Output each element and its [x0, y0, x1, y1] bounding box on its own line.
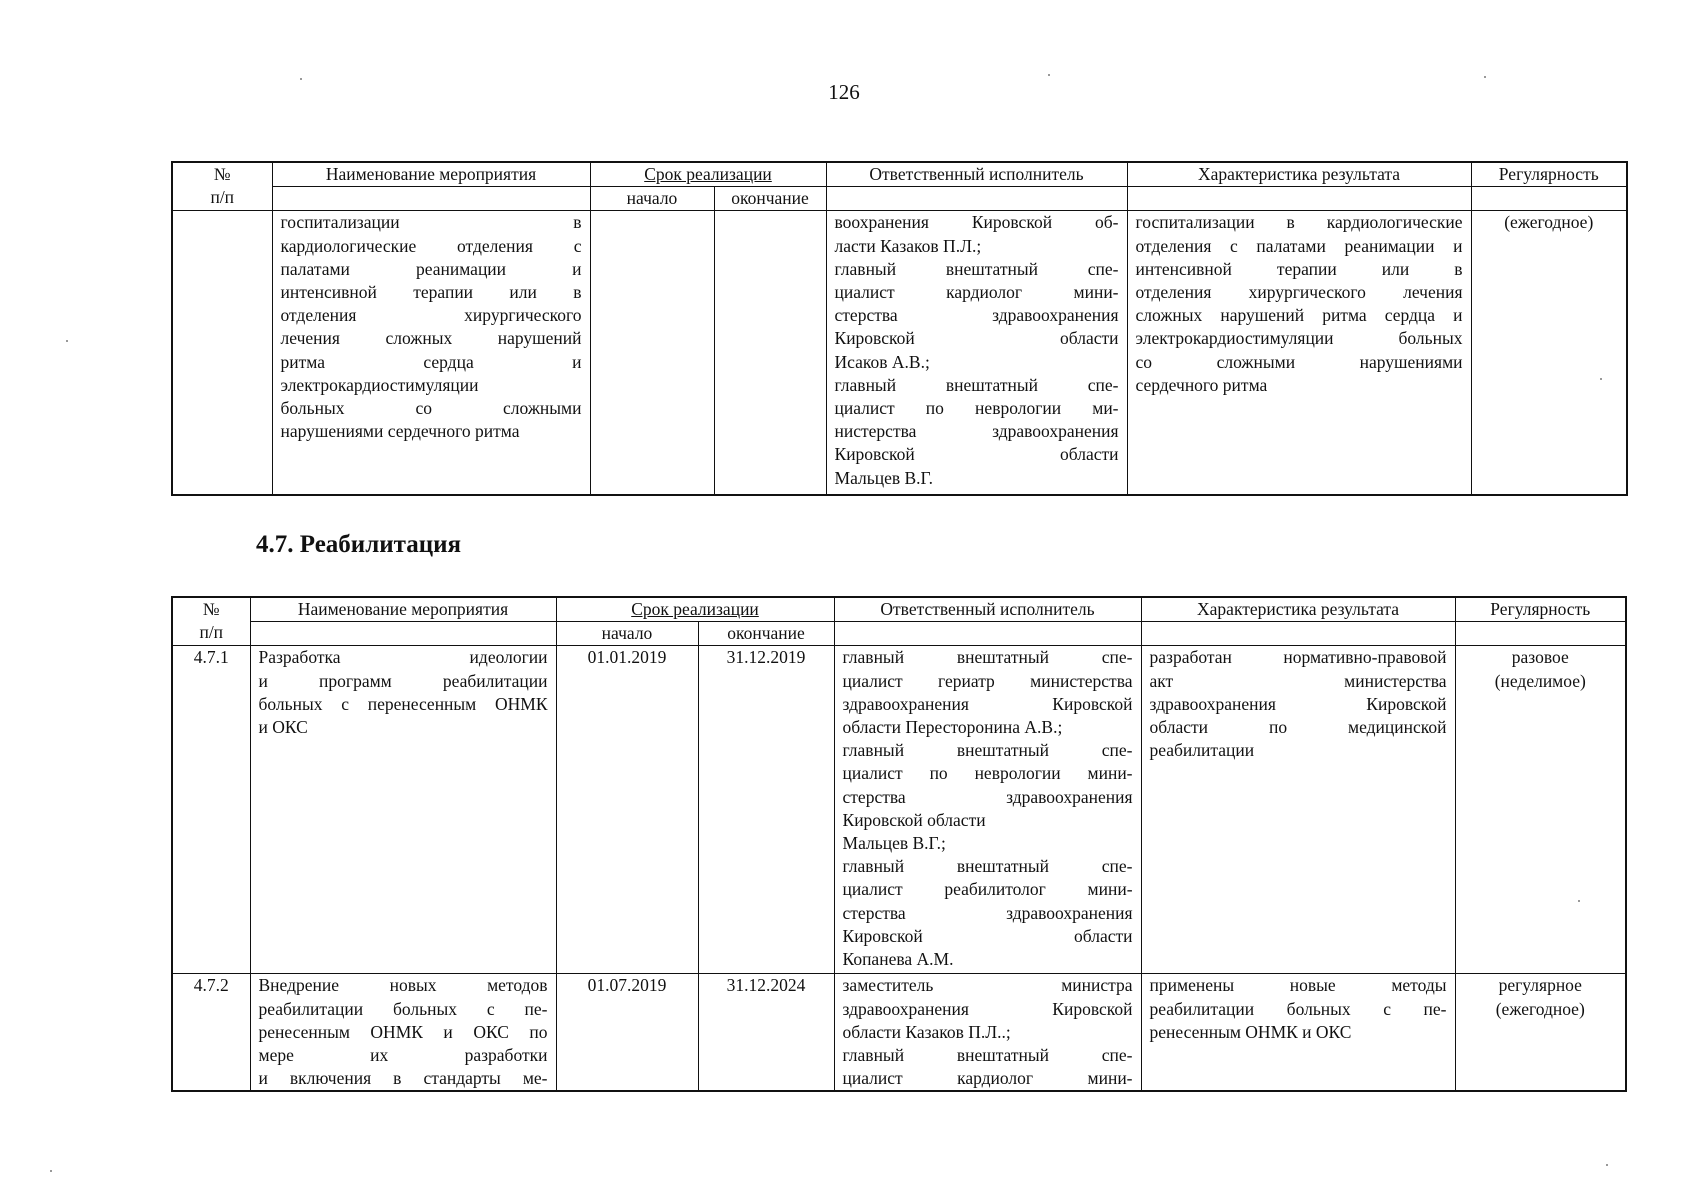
row-start-cell [590, 211, 714, 495]
name-line: кардиологические отделения с [280, 235, 582, 256]
row-start-cell: 01.01.2019 [556, 646, 698, 974]
executor-line: стерства здравоохранения [842, 902, 1133, 923]
row-regularity-cell [1455, 974, 1626, 1092]
header-term-label: Срок реализации [631, 599, 759, 619]
executor-line: циалист кардиолог мини- [834, 282, 1119, 303]
executor-line: стерства здравоохранения [834, 305, 1119, 326]
result-line: области по медицинской [1149, 717, 1447, 738]
name-line: и включения в стандарты ме- [258, 1068, 548, 1089]
executor-line: здравоохранения Кировской [842, 693, 1133, 714]
executor-line: главный внештатный спе- [834, 258, 1119, 279]
table-header-row [172, 162, 1627, 187]
page-number: 126 [828, 80, 860, 104]
executor-line: циалист по неврологии мини- [842, 763, 1133, 784]
header-term-label: Срок реализации [644, 164, 772, 184]
header-result: Характеристика результата [1141, 597, 1455, 622]
scan-speck [66, 340, 68, 342]
executor-line: ласти Казаков П.Л.; [834, 235, 982, 256]
executor-line: Мальцев В.Г.; [842, 833, 946, 854]
executor-line: циалист по неврологии ми- [834, 398, 1119, 419]
header-executor-empty [834, 622, 1141, 646]
executor-line: области Казаков П.Л..; [842, 1021, 1011, 1042]
name-line: ритма сердца и [280, 351, 582, 372]
table-row [172, 211, 1627, 495]
executor-line: главный внештатный спе- [834, 374, 1119, 395]
header-term [590, 162, 826, 187]
header-number-line-1: № [213, 164, 231, 184]
header-number-line-1: № [202, 599, 220, 619]
result-line: сложных нарушений ритма сердца и [1135, 305, 1463, 326]
executor-line: Кировской области [842, 925, 1133, 946]
name-line: и программ реабилитации [258, 670, 548, 691]
section-heading: 4.7. Реабилитация [256, 531, 462, 558]
table-row [172, 646, 1626, 974]
result-line: реабилитации больных с пе- [1149, 998, 1447, 1019]
executor-line: Мальцев В.Г. [834, 467, 934, 488]
header-result-empty [1127, 187, 1471, 211]
table-subheader-row [172, 622, 1626, 646]
result-line: интенсивной терапии или в [1135, 258, 1463, 279]
executor-line: циалист кардиолог мини- [842, 1068, 1133, 1089]
regularity-line: регулярное [1498, 975, 1582, 996]
result-line: отделения с палатами реанимации и [1135, 235, 1463, 256]
row-number-cell: 4.7.2 [172, 974, 250, 1092]
row-result-cell [1141, 646, 1455, 974]
header-name: Наименование мероприятия [250, 597, 556, 622]
row-name-cell [272, 211, 590, 495]
name-line: реабилитации больных с пе- [258, 998, 548, 1019]
name-line: ренесенным ОНМК и ОКС по [258, 1021, 548, 1042]
result-line: электрокардиостимуляции больных [1135, 328, 1463, 349]
executor-line: воохранения Кировской об- [834, 212, 1119, 233]
header-name: Наименование мероприятия [272, 162, 590, 187]
result-line: акт министерства [1149, 670, 1447, 691]
row-executor-cell [834, 974, 1141, 1092]
name-line: Внедрение новых методов [258, 975, 548, 996]
result-line: ренесенным ОНМК и ОКС [1149, 1021, 1352, 1042]
name-line: и ОКС [258, 717, 308, 738]
row-number-cell: 4.7.1 [172, 646, 250, 974]
executor-line: главный внештатный спе- [842, 647, 1133, 668]
scan-speck [50, 1170, 52, 1172]
name-line: госпитализации в [280, 212, 582, 233]
row-end-cell [714, 211, 826, 495]
header-executor-empty [826, 187, 1127, 211]
executor-line: главный внештатный спе- [842, 1045, 1133, 1066]
executor-line: заместитель министра [842, 975, 1133, 996]
name-line: интенсивной терапии или в [280, 282, 582, 303]
executor-line: Копанева А.М. [842, 949, 954, 970]
header-executor: Ответственный исполнитель [826, 162, 1127, 187]
executor-line: Исаков А.В.; [834, 351, 930, 372]
result-line: отделения хирургического лечения [1135, 282, 1463, 303]
row-executor-cell [834, 646, 1141, 974]
table-header-row [172, 597, 1626, 622]
header-number [172, 597, 250, 646]
rehabilitation-table [171, 596, 1627, 1092]
header-result: Характеристика результата [1127, 162, 1471, 187]
header-start: начало [590, 187, 714, 211]
name-line: нарушениями сердечного ритма [280, 421, 520, 442]
regularity-line: (неделимое) [1494, 670, 1586, 691]
header-end: окончание [698, 622, 834, 646]
header-number [172, 162, 272, 211]
header-regularity: Регулярность [1455, 597, 1626, 622]
row-regularity-cell: (ежегодное) [1471, 211, 1627, 495]
result-line: применены новые методы [1149, 975, 1447, 996]
row-start-cell: 01.07.2019 [556, 974, 698, 1092]
row-end-cell: 31.12.2024 [698, 974, 834, 1092]
scan-speck [1600, 378, 1602, 380]
row-regularity-cell [1455, 646, 1626, 974]
header-regularity-empty [1455, 622, 1626, 646]
header-term [556, 597, 834, 622]
row-result-cell [1141, 974, 1455, 1092]
result-line: сердечного ритма [1135, 374, 1268, 395]
executor-line: циалист реабилитолог мини- [842, 879, 1133, 900]
scan-speck [1578, 900, 1580, 902]
table-subheader-row [172, 187, 1627, 211]
name-line: отделения хирургического [280, 305, 582, 326]
row-number-cell [172, 211, 272, 495]
header-name-empty [250, 622, 556, 646]
scan-speck [300, 78, 302, 80]
executor-line: Кировской области [842, 809, 986, 830]
executor-line: области Пересторонина А.В.; [842, 717, 1063, 738]
header-end: окончание [714, 187, 826, 211]
regularity-line: разовое [1511, 647, 1569, 668]
result-line: здравоохранения Кировской [1149, 693, 1447, 714]
row-result-cell [1127, 211, 1471, 495]
name-line: больных с перенесенным ОНМК [258, 693, 548, 714]
executor-line: здравоохранения Кировской [842, 998, 1133, 1019]
result-line: разработан нормативно-правовой [1149, 647, 1447, 668]
header-name-empty [272, 187, 590, 211]
executor-line: циалист гериатр министерства [842, 670, 1133, 691]
header-regularity: Регулярность [1471, 162, 1627, 187]
executor-line: Кировской области [834, 328, 1119, 349]
result-line: со сложными нарушениями [1135, 351, 1463, 372]
executor-line: Кировской области [834, 444, 1119, 465]
name-line: мере их разработки [258, 1045, 548, 1066]
header-executor: Ответственный исполнитель [834, 597, 1141, 622]
name-line: больных со сложными [280, 398, 582, 419]
name-line: Разработка идеологии [258, 647, 548, 668]
row-name-cell [250, 974, 556, 1092]
executor-line: нистерства здравоохранения [834, 421, 1119, 442]
scan-speck [1048, 74, 1050, 76]
executor-line: главный внештатный спе- [842, 740, 1133, 761]
name-line: лечения сложных нарушений [280, 328, 582, 349]
name-line: палатами реанимации и [280, 258, 582, 279]
table-row [172, 974, 1626, 1092]
header-result-empty [1141, 622, 1455, 646]
regularity-line: (ежегодное) [1495, 998, 1585, 1019]
result-line: госпитализации в кардиологические [1135, 212, 1463, 233]
name-line: электрокардиостимуляции [280, 374, 479, 395]
row-end-cell: 31.12.2019 [698, 646, 834, 974]
measures-table-continuation [171, 161, 1628, 496]
header-number-line-2: п/п [210, 187, 235, 208]
row-executor-cell [826, 211, 1127, 495]
header-regularity-empty [1471, 187, 1627, 211]
header-start: начало [556, 622, 698, 646]
header-number-line-2: п/п [199, 622, 224, 643]
result-line: реабилитации [1149, 740, 1255, 761]
executor-line: главный внештатный спе- [842, 856, 1133, 877]
row-name-cell [250, 646, 556, 974]
scan-speck [1606, 1164, 1608, 1166]
executor-line: стерства здравоохранения [842, 786, 1133, 807]
scan-speck [1484, 76, 1486, 78]
